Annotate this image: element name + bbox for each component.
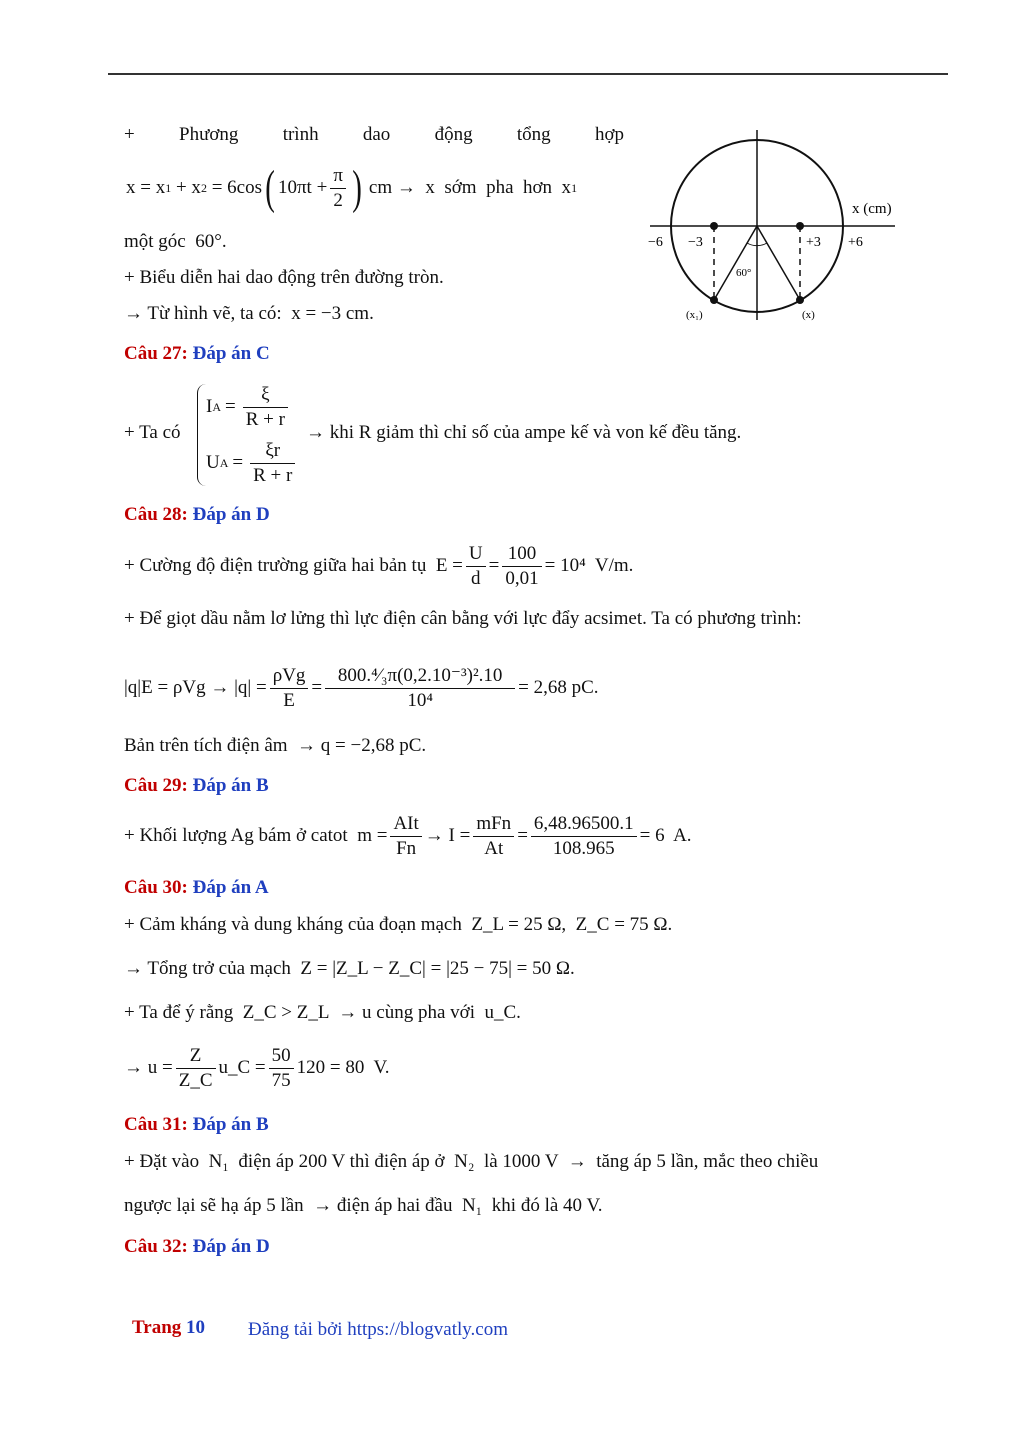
ua-fraction: $\frac{\xi r}{R + r}$ [250, 439, 295, 488]
upload-credit-link[interactable]: Đăng tải bởi https://blogvatly.com [248, 1319, 509, 1340]
paren-left: ( [265, 161, 275, 214]
rho-vg-over-e: $\frac{\text{ρVg}}{E}$ [270, 664, 309, 713]
word: động [434, 124, 473, 145]
q28-sign-line: Bản trên tích điện âm → q = −2,68 pC. [124, 735, 427, 756]
q28-field-line: + Cường độ điện trường giữa hai bản tụ E = $\frac{U}{d}$ = $\frac{100}{0,01}$ = 10⁴ V/m. [124, 542, 634, 589]
word: tổng [516, 124, 551, 145]
q30-line-2: → Tổng trở của mạch Z = |Z_L − Z_C| = |25 − 75| = 50 Ω. [124, 958, 575, 979]
tick-plus-3: +3 [806, 235, 821, 250]
q26-words [124, 124, 624, 146]
tick-plus-6: +6 [848, 235, 863, 250]
value-fraction: $\frac{100}{0,01}$ [502, 542, 541, 591]
q26-equation: x = x 1 + x 2 = 6cos ( 10πt + $\frac{\pi}{2}$ ) cm → x sớm pha hơn x 1 [126, 161, 578, 214]
system-brace [197, 384, 206, 486]
q30-voltage-equation: → u = $\frac{Z}{Z\_C}$ u_C = $\frac{50}{75}$ 120 = 80 V. [124, 1044, 390, 1091]
point-x1-label: (x₁) [686, 309, 703, 321]
u-over-d: $\frac{U}{d}$ [466, 542, 486, 591]
q28-force-line: + Để giọt dầu nằm lơ lửng thì lực điện cân bằng với lực đẩy acsimet. Ta có phương trình: [124, 608, 802, 629]
word: Phương [179, 124, 239, 145]
q26-bullet-3: → Từ hình vẽ, ta có: x = −3 cm. [124, 303, 374, 324]
word: + [124, 124, 135, 145]
q29-mass-equation: + Khối lượng Ag bám ở catot m = $\frac{\text{AIt}}{Fn}$ → I = $\frac{\text{mFn}}{At}$ = $\frac{6,48.96500.1}{108.965}$ = 6 A. [124, 812, 692, 859]
paren-right: ) [352, 161, 362, 214]
radius-x1 [714, 226, 757, 300]
point-x1 [710, 296, 718, 304]
point-plus-3 [796, 222, 804, 230]
q32-heading: Câu 32: Đáp án D [124, 1236, 270, 1257]
z-over-zc: $\frac{Z}{Z\_C}$ [176, 1044, 216, 1093]
numeric-fraction: $\frac{\text{800.⁴⁄₃π(0,2.10⁻³)².10}}{\text{10⁴}}$ [325, 664, 515, 713]
ia-fraction: $\frac{\xi}{R + r}$ [243, 383, 288, 432]
point-x [796, 296, 804, 304]
word: hợp [594, 124, 624, 145]
point-minus-3 [710, 222, 718, 230]
q30-line-3: + Ta để ý rằng Z_C > Z_L → u cùng pha với u_C. [124, 1002, 521, 1023]
q31-heading: Câu 31: Đáp án B [124, 1114, 269, 1135]
q27-lead: + Ta có [124, 422, 181, 443]
q28-charge-equation: |q|E = ρVg → |q| = $\frac{\text{ρVg}}{E}$ = $\frac{\text{800.⁴⁄₃π(0,2.10⁻³)².10}}{\text{10⁴}}$ = 2,68 pC. [124, 664, 599, 711]
q27-conclusion: → khi R giảm thì chỉ số của ampe kế và von kế đều tăng. [306, 422, 742, 443]
axis-label: x (cm) [852, 201, 892, 217]
phasor-circle-figure [640, 120, 910, 325]
word: trình [282, 124, 319, 145]
tick-minus-3: −3 [688, 235, 703, 250]
tick-minus-6: −6 [648, 235, 663, 250]
numeric-fraction: $\frac{6,48.96500.1}{108.965}$ [531, 812, 637, 861]
q27-ia-equation: I A = $\frac{\xi}{R + r}$ [206, 378, 291, 436]
q30-heading: Câu 30: Đáp án A [124, 877, 269, 898]
page-number: Trang 10 [132, 1317, 206, 1338]
header-rule [108, 73, 948, 75]
q30-line-1: + Cảm kháng và dung kháng của đoạn mạch Z_L = 25 Ω, Z_C = 75 Ω. [124, 914, 673, 935]
angle-label: 60° [736, 267, 752, 279]
q27-heading: Câu 27: Đáp án C [124, 343, 270, 364]
point-x-label: (x) [802, 309, 815, 321]
q27-ua-equation: U A = $\frac{\xi r}{R + r}$ [206, 434, 298, 492]
q29-heading: Câu 29: Đáp án B [124, 775, 269, 796]
q31-line-1: + Đặt vào N₁ điện áp 200 V thì điện áp ở N₂ là 1000 V → tăng áp 5 lần, mắc theo chiều [124, 1151, 819, 1172]
ait-over-fn: $\frac{\text{AIt}}{Fn}$ [390, 812, 421, 861]
q26-bullet-2: + Biểu diễn hai dao động trên đường tròn. [124, 267, 444, 288]
word: dao [362, 124, 391, 145]
mfn-over-at: $\frac{\text{mFn}}{At}$ [473, 812, 514, 861]
q28-heading: Câu 28: Đáp án D [124, 504, 270, 525]
radius-x [757, 226, 800, 300]
q31-line-2: ngược lại sẽ hạ áp 5 lần → điện áp hai đầu N₁ khi đó là 40 V. [124, 1195, 603, 1216]
pi-over-2: $\frac{\pi}{2}$ [330, 164, 346, 213]
numeric-fraction: $\frac{50}{75}$ [269, 1044, 294, 1093]
q26-angle-line: một góc 60°. [124, 231, 227, 252]
